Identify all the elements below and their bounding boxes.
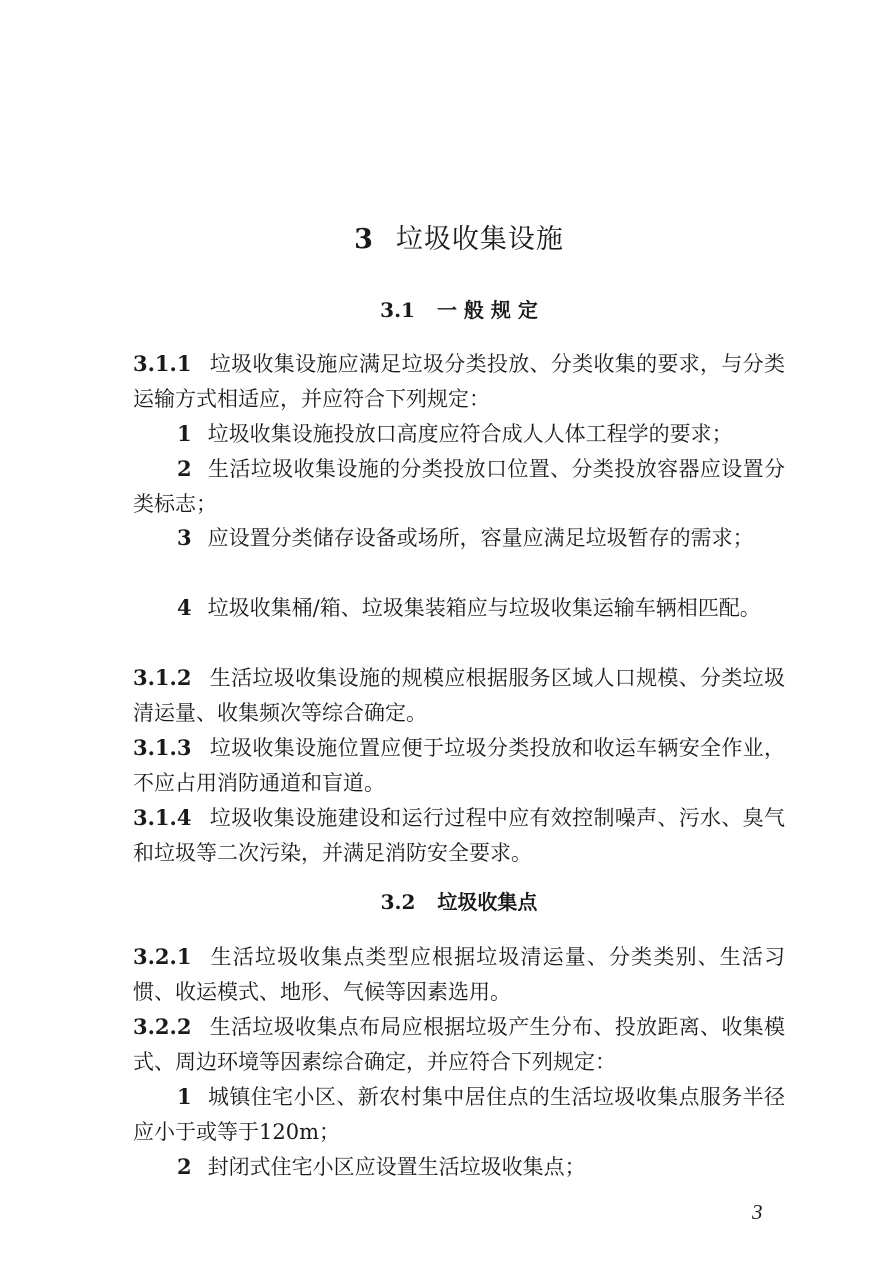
item-number: 2	[177, 456, 192, 481]
clause-number: 3.1.1	[133, 351, 192, 376]
list-item	[133, 590, 785, 626]
clause-3-2-1	[133, 939, 785, 1010]
clause-text: 生活垃圾收集点类型应根据垃圾清运量、分类类别、生活习惯、收运模式、地形、气候等因素选用。	[133, 945, 785, 1004]
item-number: 2	[177, 1154, 192, 1179]
item-number: 3	[177, 525, 192, 550]
clause-3-2-2	[133, 1009, 785, 1080]
clause-text: 垃圾收集设施位置应便于垃圾分类投放和收运车辆安全作业，不应占用消防通道和盲道。	[133, 736, 785, 795]
section-title-text: 一 般 规 定	[436, 298, 538, 322]
page-number: 3	[752, 1200, 763, 1224]
list-item	[133, 416, 785, 452]
clause-text: 垃圾收集设施应满足垃圾分类投放、分类收集的要求，与分类运输方式相适应，并应符合下列规定：	[133, 352, 785, 411]
item-number: 4	[177, 595, 192, 620]
list-item	[133, 520, 785, 556]
item-text: 城镇住宅小区、新农村集中居住点的生活垃圾收集点服务半径应小于或等于120m；	[133, 1085, 785, 1144]
chapter-number: 3	[354, 224, 374, 255]
section-title-text: 垃圾收集点	[437, 890, 538, 914]
list-item	[133, 1079, 785, 1150]
section-number: 3.1	[380, 298, 415, 322]
clause-number: 3.2.2	[133, 1014, 192, 1039]
clause-3-1-4	[133, 800, 785, 871]
item-text: 垃圾收集设施投放口高度应符合成人人体工程学的要求；	[207, 422, 733, 446]
item-number: 1	[177, 421, 192, 446]
clause-text: 生活垃圾收集设施的规模应根据服务区域人口规模、分类垃圾清运量、收集频次等综合确定。	[133, 666, 785, 725]
clause-text: 生活垃圾收集点布局应根据垃圾产生分布、投放距离、收集模式、周边环境等因素综合确定，并应符合下列规定：	[133, 1015, 785, 1074]
clause-number: 3.2.1	[133, 944, 192, 969]
item-text: 封闭式住宅小区应设置生活垃圾收集点；	[207, 1155, 586, 1179]
clause-number: 3.1.4	[133, 805, 192, 830]
list-item	[133, 1149, 785, 1185]
clause-number: 3.1.2	[133, 665, 192, 690]
clause-number: 3.1.3	[133, 735, 192, 760]
section-number: 3.2	[380, 890, 416, 914]
clause-3-1-2	[133, 660, 785, 731]
clause-3-1-3	[133, 730, 785, 801]
item-text: 垃圾收集桶/箱、垃圾集装箱应与垃圾收集运输车辆相匹配。	[207, 596, 761, 620]
chapter-title-text: 垃圾收集设施	[395, 224, 564, 255]
chapter-title	[133, 222, 785, 258]
clause-text: 垃圾收集设施建设和运行过程中应有效控制噪声、污水、臭气和垃圾等二次污染，并满足消防安全要求。	[133, 806, 785, 865]
section-heading-3-2	[133, 888, 785, 916]
clause-3-1-1	[133, 346, 785, 417]
item-number: 1	[177, 1084, 192, 1109]
list-item	[133, 451, 785, 522]
item-text: 生活垃圾收集设施的分类投放口位置、分类投放容器应设置分类标志；	[133, 457, 785, 516]
item-text: 应设置分类储存设备或场所，容量应满足垃圾暂存的需求；	[207, 526, 754, 550]
section-heading-3-1	[133, 296, 785, 324]
